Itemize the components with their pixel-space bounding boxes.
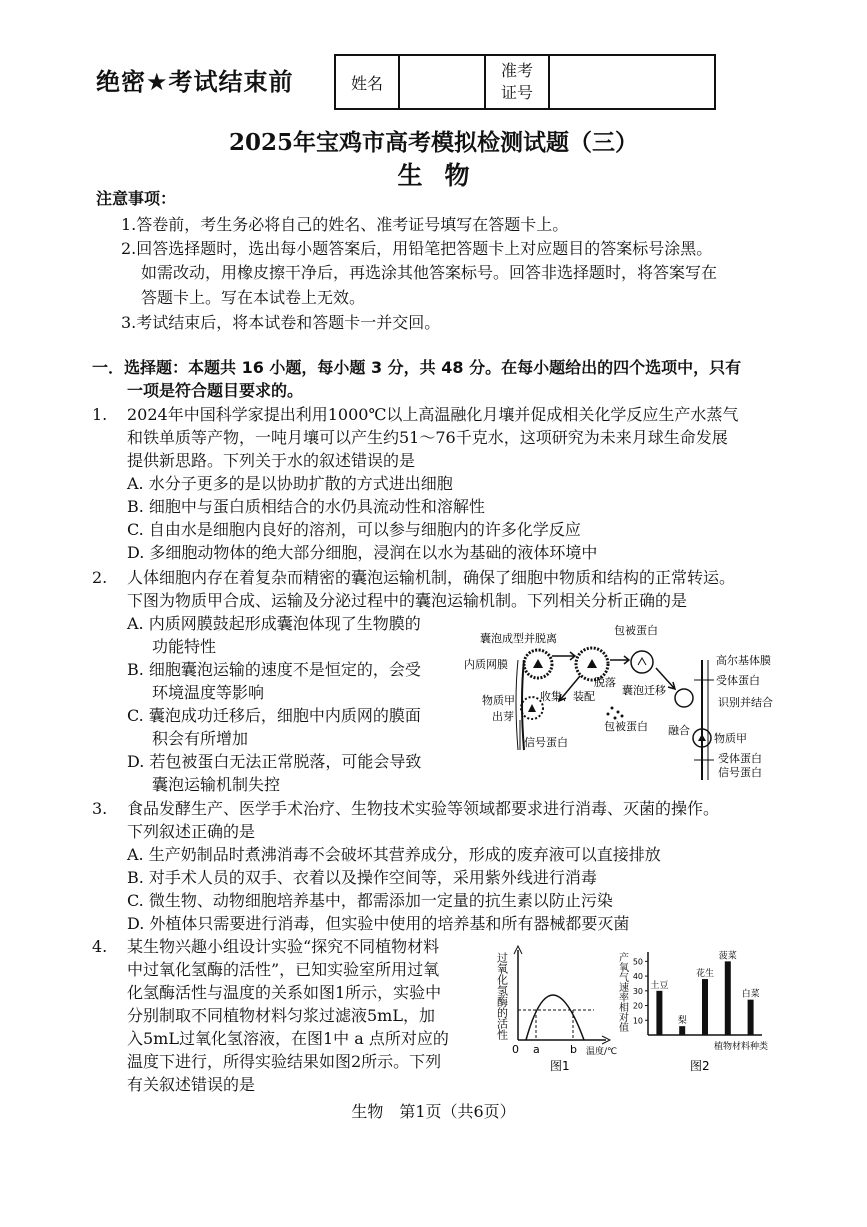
option-c: C. 微生物、动物细胞培养基中，都需添加一定量的抗生素以防止污染 (127, 891, 613, 910)
label-receptor: 受体蛋白 (716, 674, 760, 687)
option-b: B. 细胞囊泡运输的速度不是恒定的，会受 (127, 660, 421, 679)
figure2-ylabel: 产氧气速率相对值 (616, 952, 628, 1032)
figure2-bar (656, 991, 662, 1035)
figure1-caption: 图1 (550, 1059, 570, 1073)
figure1-xlabel: 温度/℃ (586, 1047, 618, 1057)
figure1-tick-a: a (533, 1043, 540, 1056)
ticket-label (485, 55, 549, 109)
label-golgi: 高尔基体膜 (716, 654, 771, 667)
figure2-category-label: 白菜 (741, 989, 760, 1000)
label-coat2: 包被蛋白 (604, 720, 648, 733)
option-a: A. 水分子更多的是以协助扩散的方式进出细胞 (127, 474, 453, 493)
figure1-curve (526, 995, 584, 1040)
label-coat: 包被蛋白 (614, 624, 658, 637)
question-stem: 食品发酵生产、医学手术治疗、生物技术实验等领域都要求进行消毒、灭菌的操作。 (127, 799, 720, 818)
figure2-xlabel: 植物材料种类 (714, 1042, 769, 1052)
question-stem: 温度下进行，所得实验结果如图2所示。下列 (127, 1052, 442, 1071)
label-shed: 脱落 (594, 676, 616, 689)
confidential-label: 绝密★考试结束前 (96, 68, 294, 96)
question-number: 3. (92, 799, 108, 818)
substance-triangle (587, 659, 597, 668)
section-heading-cont: 一项是符合题目要求的。 (127, 381, 304, 400)
label-substance: 物质甲 (482, 694, 515, 707)
question-stem: 中过氧化氢酶的活性”，已知实验室所用过氧 (127, 960, 440, 979)
figure2-bar (748, 1000, 754, 1035)
substance-triangle (528, 704, 536, 712)
substance-mark (638, 658, 646, 665)
figure1-origin: 0 (512, 1043, 519, 1056)
figure2-y-tick-label: 10 (632, 1016, 643, 1026)
question-stem: 下列叙述正确的是 (127, 822, 256, 841)
question-stem: 分别制取不同植物材料匀浆过滤液5mL，加 (127, 1006, 435, 1025)
label-signal2: 信号蛋白 (718, 766, 762, 779)
figure2-category-label: 土豆 (650, 980, 669, 991)
substance-triangle (698, 734, 706, 741)
label-substance2: 物质甲 (714, 732, 747, 745)
option-c: C. 自由水是细胞内良好的溶剂，可以参与细胞内的许多化学反应 (127, 520, 581, 539)
option-d: D. 若包被蛋白无法正常脱落，可能会导致 (127, 752, 422, 771)
ticket-field[interactable] (549, 55, 715, 109)
label-recognize: 识别并结合 (718, 696, 773, 709)
option-d: D. 多细胞动物体的绝大部分细胞，浸润在以水为基础的液体环境中 (127, 543, 598, 562)
question-number: 4. (92, 937, 108, 956)
label-fuse: 融合 (668, 724, 690, 737)
notice-heading: 注意事项： (96, 189, 177, 208)
notice-item: 答题卡上。写在本试卷上无效。 (141, 288, 366, 307)
ticket-label-line2: 证号 (500, 83, 533, 102)
option-c: C. 囊泡成功迁移后，细胞中内质网的膜面 (127, 706, 421, 725)
option-a: A. 内质网膜鼓起形成囊泡体现了生物膜的 (127, 614, 421, 633)
vesicle (631, 651, 653, 673)
figure2-y-tick-label: 40 (632, 972, 643, 982)
candidate-info-box (334, 54, 716, 110)
vesicle-transport-diagram (462, 620, 792, 785)
figure1-ylabel: 过氧化氢酶的活性 (495, 952, 509, 1040)
figure2-category-label: 菠菜 (718, 951, 737, 962)
question-stem: 某生物兴趣小组设计实验“探究不同植物材料 (127, 937, 440, 956)
section-heading: 一．选择题：本题共 16 小题，每小题 3 分，共 48 分。在每小题给出的四个选项中，只有 (92, 358, 742, 377)
figure2-bar-chart (616, 940, 780, 1073)
label-bud: 出芽 (492, 710, 514, 723)
shed-coat-dots (607, 707, 624, 720)
substance-triangle (533, 659, 543, 668)
figure1-enzyme-activity-curve (496, 940, 636, 1072)
exam-title: 2025年宝鸡市高考模拟检测试题（三） (228, 129, 638, 156)
migrating-vesicle (675, 689, 693, 707)
question-stem: 和铁单质等产物，一吨月壤可以产生约51～76千克水，这项研究为未来月球生命发展 (127, 428, 728, 447)
question-number: 1. (92, 405, 108, 424)
name-label: 姓名 (335, 55, 399, 109)
option-a-cont: 功能特性 (152, 637, 217, 656)
figure2-y-tick-label: 20 (632, 1001, 643, 1011)
option-d: D. 外植体只需要进行消毒，但实验中使用的培养基和所有器械都要灭菌 (127, 914, 630, 933)
question-stem: 2024年中国科学家提出利用1000℃以上高温融化月壤并促成相关化学反应生产水蒸气 (127, 405, 739, 424)
question-stem: 提供新思路。下列关于水的叙述错误的是 (127, 451, 416, 470)
question-stem: 人体细胞内存在着复杂而精密的囊泡运输机制，确保了细胞中物质和结构的正常转运。 (127, 568, 736, 587)
label-er: 内质网膜 (464, 658, 508, 671)
question-stem: 化氢酶活性与温度的关系如图1所示，实验中 (127, 983, 442, 1002)
option-a: A. 生产奶制品时煮沸消毒不会破坏其营养成分，形成的废弃液可以直接排放 (127, 845, 661, 864)
label-receptor2: 受体蛋白 (718, 752, 762, 765)
name-field[interactable] (399, 55, 485, 109)
figure2-category-label: 梨 (677, 1016, 687, 1027)
option-b: B. 细胞中与蛋白质相结合的水仍具流动性和溶解性 (127, 497, 485, 516)
figure1-tick-b: b (570, 1043, 577, 1056)
ticket-label-line1: 准考 (500, 61, 533, 80)
page-footer: 生物 第1页（共6页） (351, 1102, 516, 1121)
figure2-bar (679, 1026, 685, 1035)
figure2-y-tick-label: 30 (632, 986, 643, 996)
figure2-bar (702, 979, 708, 1035)
option-b: B. 对手术人员的双手、衣着以及操作空间等，采用紫外线进行消毒 (127, 868, 597, 887)
notice-item: 2.回答选择题时，选出每小题答案后，用铅笔把答题卡上对应题目的答案标号涂黑。 (121, 239, 713, 258)
label-migrate: 囊泡迁移 (622, 684, 666, 697)
figure2-caption: 图2 (690, 1059, 710, 1073)
question-number: 2. (92, 568, 108, 587)
subject-title: 生物 (397, 161, 492, 190)
question-stem: 入5mL过氧化氢溶液，在图1中 a 点所对应的 (127, 1029, 449, 1048)
label-signal: 信号蛋白 (524, 736, 568, 749)
option-c-cont: 积会有所增加 (152, 729, 249, 748)
question-stem: 下图为物质甲合成、运输及分泌过程中的囊泡运输机制。下列相关分析正确的是 (127, 591, 688, 610)
question-stem: 有关叙述错误的是 (127, 1075, 256, 1094)
label-vesicle-form: 囊泡成型并脱离 (480, 632, 557, 645)
notice-item: 如需改动，用橡皮擦干净后，再选涂其他答案标号。回答非选择题时，将答案写在 (141, 263, 718, 282)
option-d-cont: 囊泡运输机制失控 (152, 775, 281, 794)
er-membrane-inner (516, 660, 518, 750)
option-b-cont: 环境温度等影响 (152, 683, 265, 702)
figure2-bar (725, 961, 731, 1035)
notice-item: 3.考试结束后，将本试卷和答题卡一并交回。 (121, 313, 441, 332)
label-collect: 收集、装配 (540, 690, 595, 703)
figure2-y-tick-label: 50 (632, 957, 643, 967)
figure2-category-label: 花生 (695, 969, 715, 980)
notice-item: 1.答卷前，考生务必将自己的姓名、准考证号填写在答题卡上。 (121, 215, 569, 234)
